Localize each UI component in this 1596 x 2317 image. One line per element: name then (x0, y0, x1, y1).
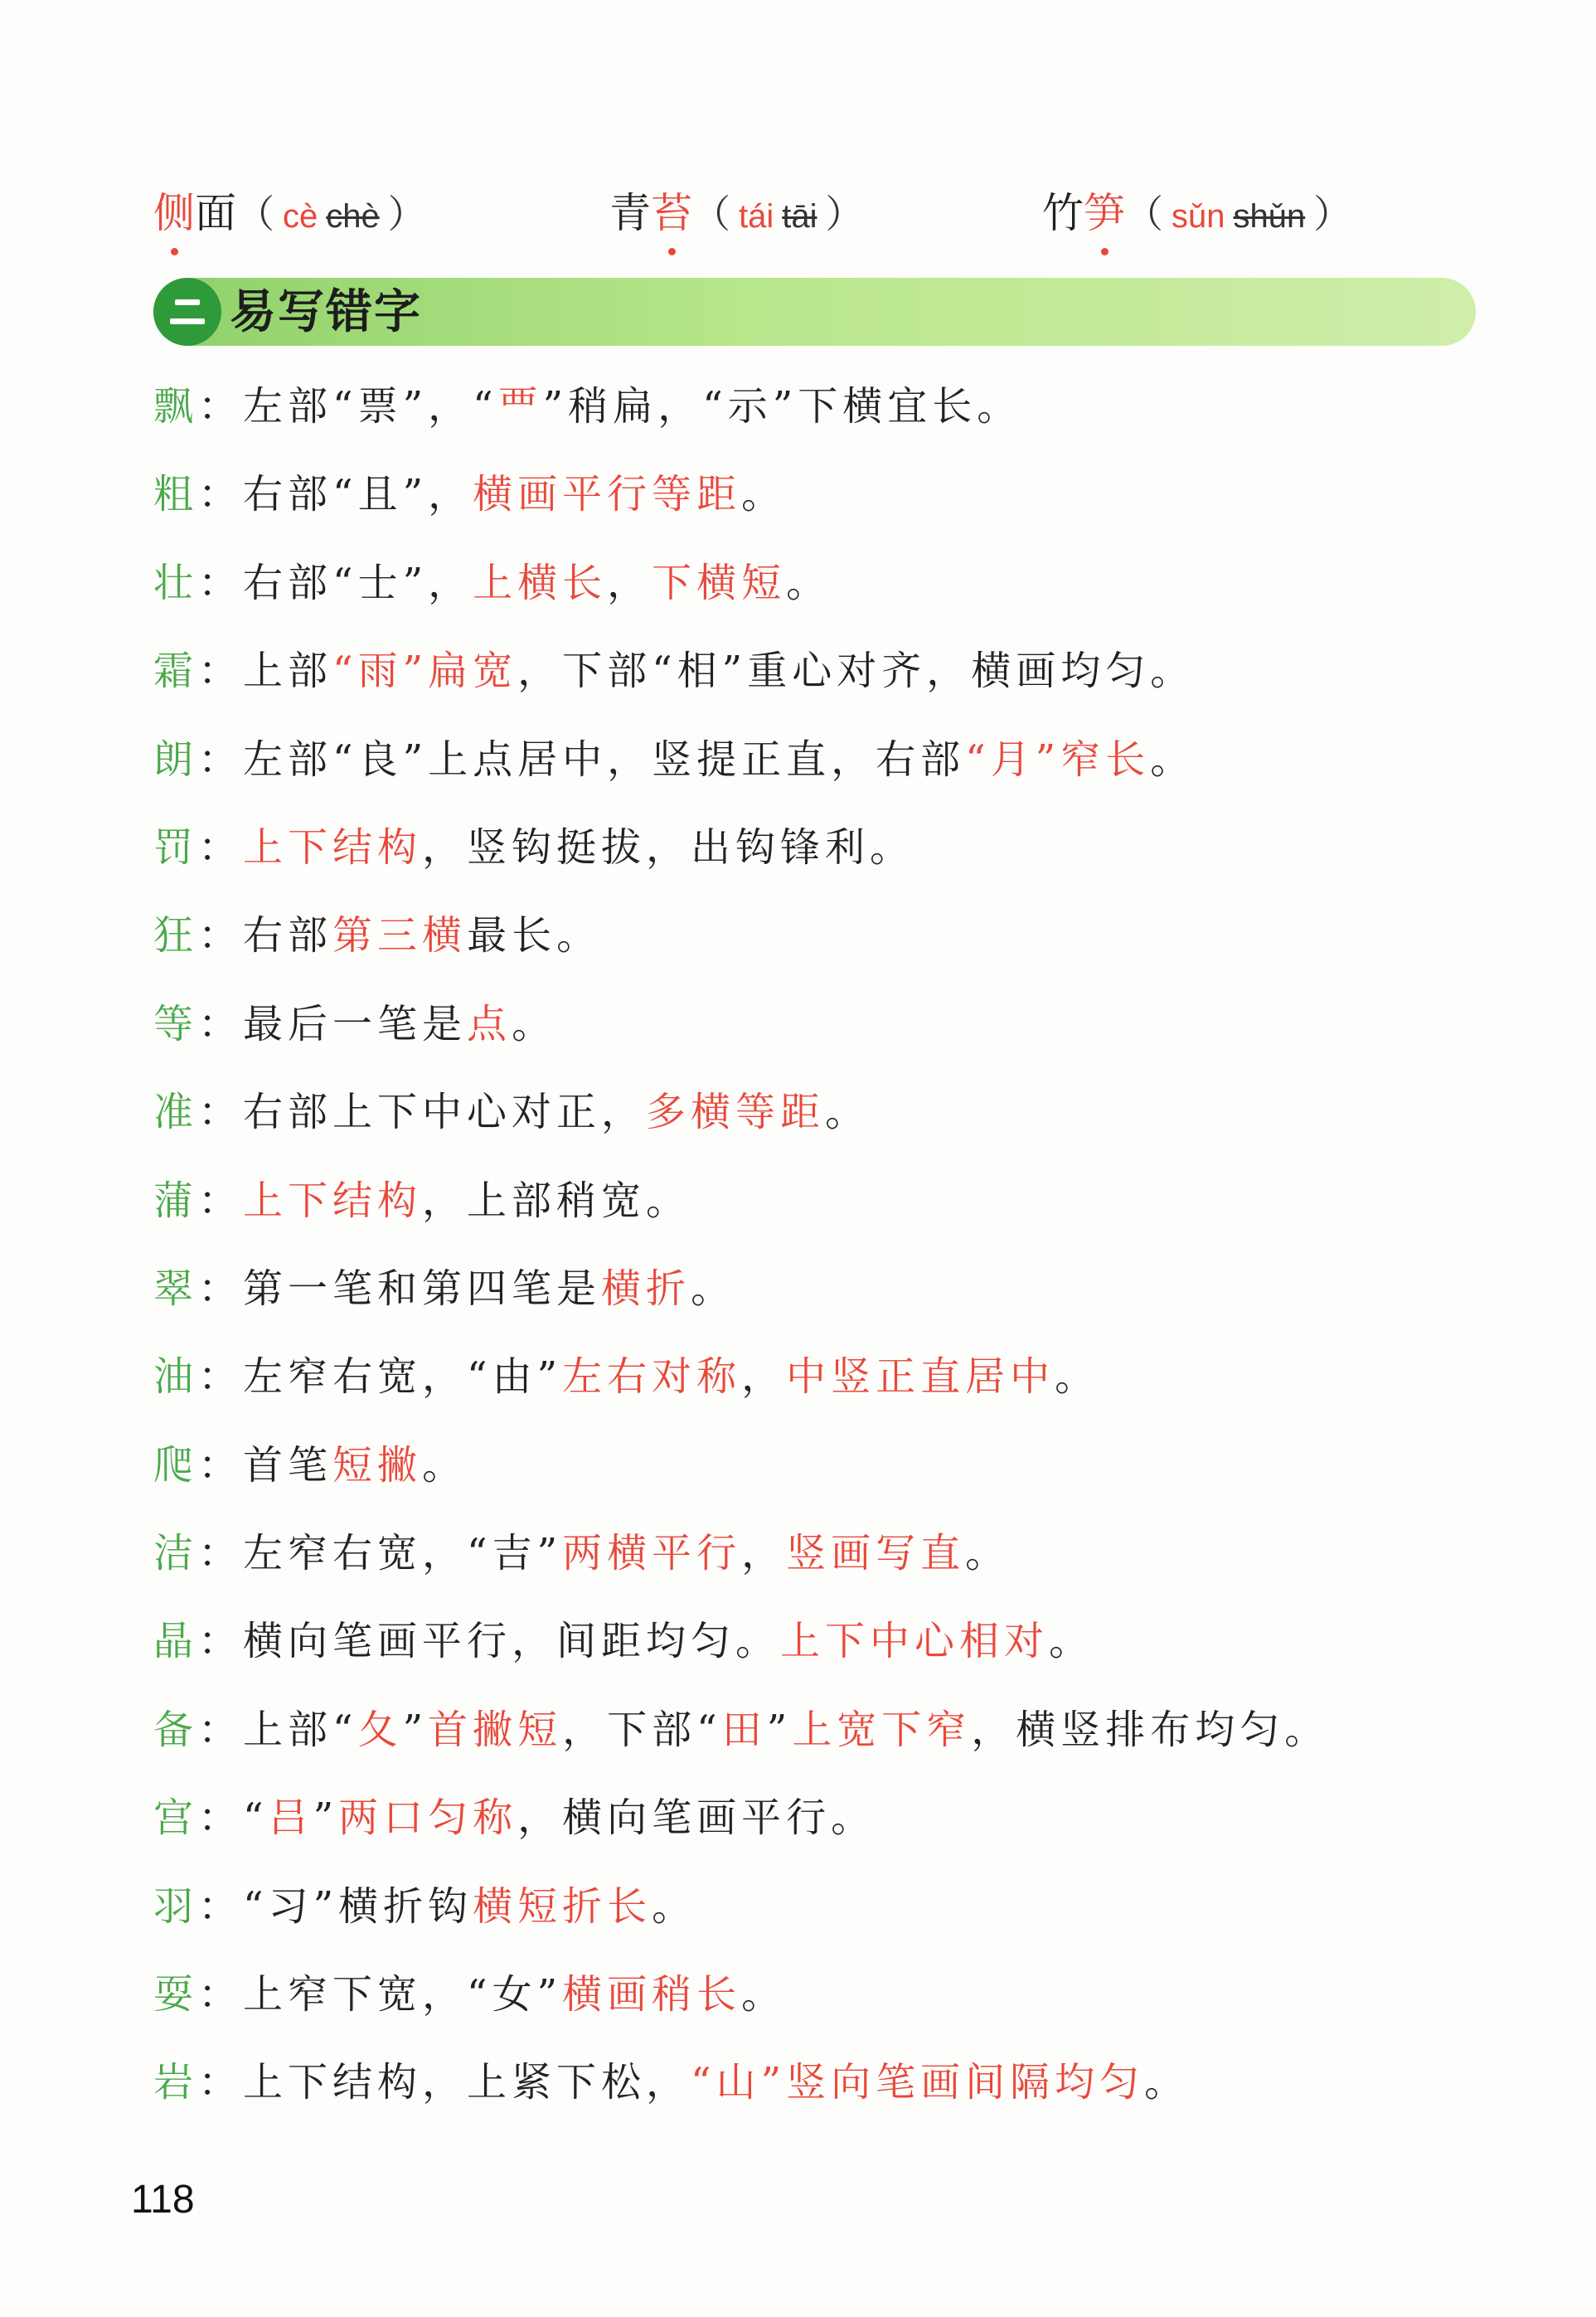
list-item: 霜：上部“雨”扁宽，下部“相”重心对齐，横画均匀。 (153, 648, 1196, 695)
entry-text: “ (243, 1795, 269, 1842)
entry-text: ，横竖排布均匀。 (971, 1706, 1330, 1753)
pinyin-row (153, 184, 1447, 259)
highlight-text: “雨”扁宽 (332, 648, 518, 695)
highlight-text: 多横等距 (646, 1089, 826, 1136)
highlight-text: 上下结构 (243, 1177, 423, 1224)
entry-char: 爬 (153, 1441, 199, 1489)
entry-text: ” (766, 1706, 793, 1753)
entry-char: 罚 (153, 823, 199, 871)
page-number: 118 (131, 2178, 195, 2222)
highlight-char: 笋 (1084, 184, 1125, 242)
highlight-text: 上宽下窄 (792, 1706, 972, 1753)
entry-text: 左窄右宽，“由” (243, 1353, 563, 1401)
entry-text: ” (402, 1706, 429, 1753)
entry-text: 左部“票”，“ (243, 383, 498, 430)
entry-text: 上下结构，上紧下松， (243, 2059, 691, 2106)
highlight-text: 首撇短 (428, 1706, 563, 1753)
list-item: 粗：右部“且”，横画平行等距。 (153, 471, 787, 518)
list-item: 等：最后一笔是点。 (153, 1000, 557, 1047)
entry-char: 洁 (153, 1530, 199, 1577)
list-item: 翠：第一笔和第四笔是横折。 (153, 1265, 736, 1312)
entry-text: ，竖钩挺拔，出钩锋利。 (422, 823, 915, 871)
entry-char: 准 (153, 1089, 199, 1136)
plain-char: 竹 (1042, 189, 1084, 237)
list-item: 洁：左窄右宽，“吉”两横平行，竖画写直。 (153, 1530, 1011, 1577)
list-item: 耍：上窄下宽，“女”横画稍长。 (153, 1971, 787, 2018)
entry-text: “习”横折钩 (243, 1882, 473, 1930)
highlight-text: 两横平行 (562, 1530, 742, 1577)
entry-text: ，横向笔画平行。 (517, 1795, 876, 1842)
list-item: 朗：左部“良”上点居中，竖提正直，右部“月”窄长。 (153, 736, 1196, 783)
entry-char: 等 (153, 1000, 199, 1047)
correct-pinyin: cè (283, 198, 318, 235)
wrong-pinyin: chè (326, 198, 380, 235)
entry-text: ， (741, 1530, 787, 1577)
entry-char: 飘 (153, 383, 199, 430)
highlight-text: 横画稍长 (562, 1971, 742, 2018)
entry-text: ，下部“ (562, 1706, 722, 1753)
entry-text: 。 (786, 559, 832, 606)
highlight-text: “山”竖向笔画间隔均匀 (691, 2059, 1145, 2106)
entry-text: 上部“ (243, 1706, 358, 1753)
highlight-text: 上横长 (473, 559, 608, 606)
entry-char: 羽 (153, 1882, 199, 1930)
highlight-char: 苔 (651, 184, 692, 242)
highlight-text: 竖画写直 (786, 1530, 966, 1577)
highlight-text: 左右对称 (562, 1353, 742, 1401)
entry-text: 。 (825, 1089, 871, 1136)
entry-text: 。 (422, 1441, 468, 1489)
pinyin-item-2: 青苔（ tái tāi ） (609, 184, 864, 245)
entry-text: 最后一笔是 (243, 1000, 468, 1047)
entry-text: 右部上下中心对正， (243, 1089, 647, 1136)
entry-text: ” (313, 1795, 339, 1842)
entry-text: 第一笔和第四笔是 (243, 1265, 602, 1312)
highlight-text: 田 (721, 1706, 767, 1753)
entry-text: 首笔 (243, 1441, 333, 1489)
entry-text: 。 (691, 1265, 736, 1312)
pinyin-item-1: 侧面（ cè chè ） (153, 184, 426, 245)
section-number-glyph (167, 298, 208, 326)
entry-text: 。 (512, 1000, 557, 1047)
entry-text: 右部“士”， (243, 559, 473, 606)
list-item: 晶：横向笔画平行，间距均匀。上下中心相对。 (153, 1618, 1094, 1665)
entry-text: 。 (741, 471, 787, 518)
entry-char: 岩 (153, 2059, 199, 2106)
correct-pinyin: sǔn (1172, 198, 1225, 235)
entry-char: 狂 (153, 912, 199, 959)
entry-text: 上部 (243, 648, 333, 695)
entry-text: 左部“良”上点居中，竖提正直，右部 (243, 736, 966, 783)
entry-char: 霜 (153, 648, 199, 695)
list-item: 飘：左部“票”，“覀”稍扁，“示”下横宜长。 (153, 383, 1022, 430)
list-item: 油：左窄右宽，“由”左右对称，中竖正直居中。 (153, 1353, 1100, 1401)
entry-text: 。 (965, 1530, 1011, 1577)
list-item: 爬：首笔短撇。 (153, 1441, 468, 1489)
section-title: 易写错字 (230, 284, 422, 339)
entry-char: 宫 (153, 1795, 199, 1842)
correct-pinyin: tái (739, 198, 774, 235)
entry-text: ， (741, 1353, 787, 1401)
entry-text: 上窄下宽，“女” (243, 1971, 563, 2018)
entry-text: 。 (652, 1882, 697, 1930)
list-item: 准：右部上下中心对正，多横等距。 (153, 1089, 871, 1136)
highlight-text: 横折 (601, 1265, 691, 1312)
list-item: 羽：“习”横折钩横短折长。 (153, 1882, 697, 1930)
wrong-pinyin: shǔn (1233, 198, 1306, 235)
highlight-text: 上下结构 (243, 823, 423, 871)
entry-text: 右部“且”， (243, 471, 473, 518)
entry-text: 左窄右宽，“吉” (243, 1530, 563, 1577)
wrong-pinyin: tāi (782, 198, 817, 235)
highlight-text: 横画平行等距 (473, 471, 742, 518)
highlight-text: “月”窄长 (965, 736, 1151, 783)
entry-char: 油 (153, 1353, 199, 1401)
highlight-text: 两口匀称 (338, 1795, 518, 1842)
entry-char: 壮 (153, 559, 199, 606)
entry-text: 右部 (243, 912, 333, 959)
highlight-text: 下横短 (652, 559, 787, 606)
entry-char: 朗 (153, 736, 199, 783)
entry-char: 备 (153, 1706, 199, 1753)
list-item: 宫：“吕”两口匀称，横向笔画平行。 (153, 1795, 876, 1842)
highlight-text: 短撇 (332, 1441, 423, 1489)
highlight-text: 吕 (268, 1795, 313, 1842)
list-item: 狂：右部第三横最长。 (153, 912, 602, 959)
section-header (153, 278, 1476, 346)
highlight-text: 上下中心相对 (780, 1618, 1050, 1665)
highlight-text: 夂 (357, 1706, 403, 1753)
entry-char: 粗 (153, 471, 199, 518)
entry-text: 横向笔画平行，间距均匀。 (243, 1618, 781, 1665)
list-item: 蒲：上下结构，上部稍宽。 (153, 1177, 691, 1224)
highlight-text: 中竖正直居中 (786, 1353, 1055, 1401)
list-item: 备：上部“夂”首撇短，下部“田”上宽下窄，横竖排布均匀。 (153, 1706, 1330, 1753)
entry-list (153, 373, 1480, 2138)
entry-char: 晶 (153, 1618, 199, 1665)
entry-text: 。 (1049, 1618, 1094, 1665)
plain-char: 面 (195, 189, 236, 237)
entry-text: ，下部“相”重心对齐，横画均匀。 (517, 648, 1196, 695)
highlight-char: 侧 (153, 184, 195, 242)
highlight-text: 横短折长 (473, 1882, 652, 1930)
section-number-badge (153, 278, 221, 346)
pinyin-item-3: 竹笋（ sǔn shǔn ） (1042, 184, 1351, 245)
list-item: 岩：上下结构，上紧下松，“山”竖向笔画间隔均匀。 (153, 2059, 1190, 2106)
entry-text: 。 (741, 1971, 787, 2018)
entry-text: 。 (1144, 2059, 1190, 2106)
highlight-text: 覀 (497, 383, 543, 430)
entry-text: 。 (1150, 736, 1196, 783)
entry-char: 翠 (153, 1265, 199, 1312)
list-item: 罚：上下结构，竖钩挺拔，出钩锋利。 (153, 823, 915, 871)
entry-text: ”稍扁，“示”下横宜长。 (542, 383, 1022, 430)
plain-char: 青 (609, 189, 651, 237)
entry-text: ， (607, 559, 652, 606)
highlight-text: 第三横 (332, 912, 468, 959)
entry-text: 最长。 (467, 912, 602, 959)
entry-char: 耍 (153, 1971, 199, 2018)
highlight-text: 点 (467, 1000, 512, 1047)
entry-text: 。 (1055, 1353, 1100, 1401)
list-item: 壮：右部“士”，上横长，下横短。 (153, 559, 832, 606)
entry-text: ，上部稍宽。 (422, 1177, 691, 1224)
entry-char: 蒲 (153, 1177, 199, 1224)
